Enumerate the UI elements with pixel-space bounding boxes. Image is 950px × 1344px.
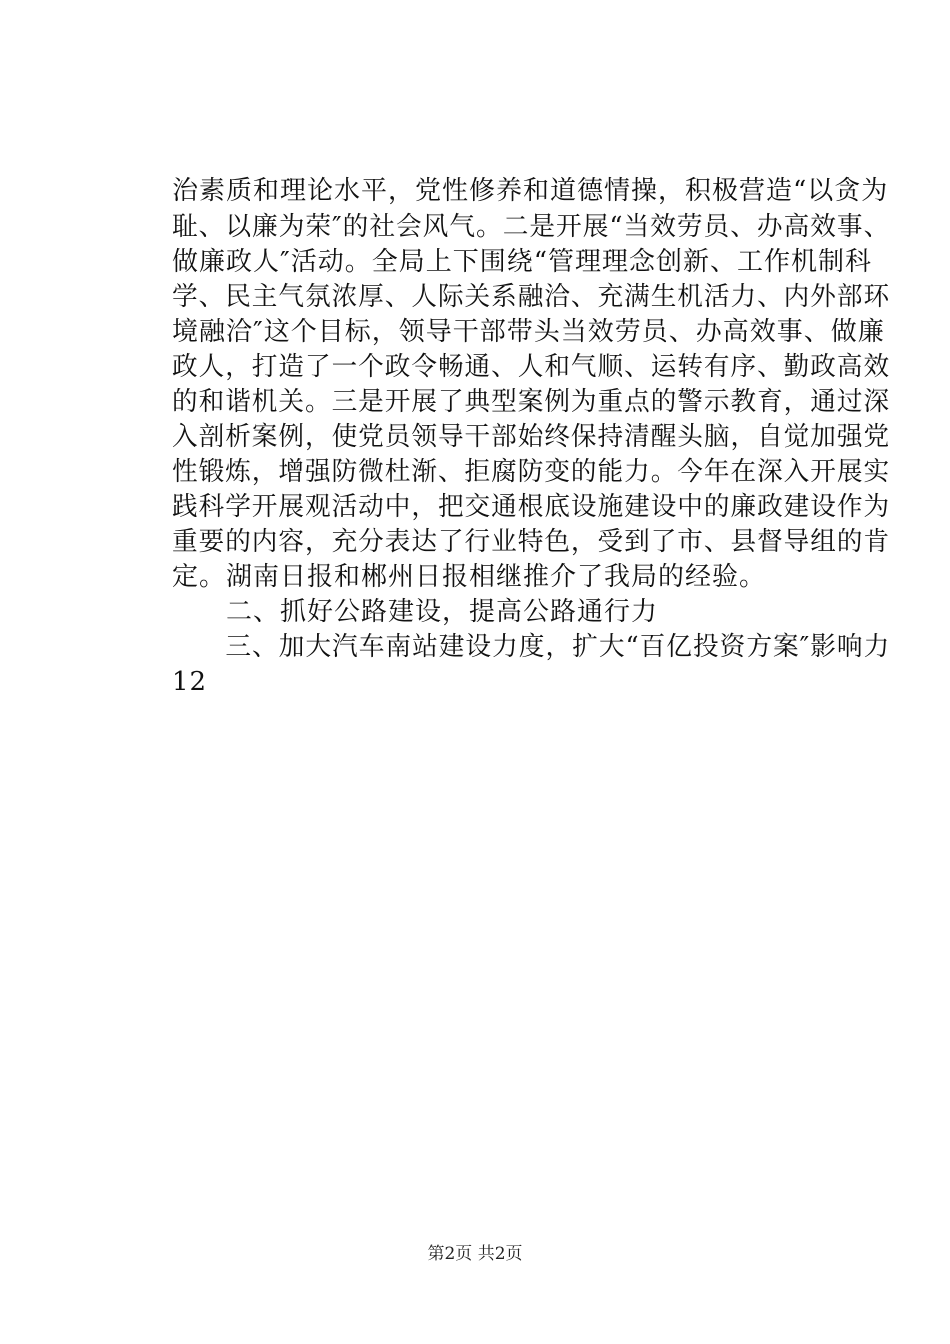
text-line: 政人，打造了一个政令畅通、人和气顺、运转有序、勤政高效 bbox=[172, 352, 891, 382]
section-heading: 二、抓好公路建设，提高公路通行力 bbox=[172, 597, 659, 627]
text-line: 做廉政人″活动。全局上下围绕“管理理念创新、工作机制科 bbox=[172, 247, 873, 277]
page-footer: 第2页 共2页 bbox=[427, 1244, 523, 1264]
text-line: 12 bbox=[172, 667, 208, 697]
section-heading: 三、加大汽车南站建设力度，扩大“百亿投资方案″影响力 bbox=[172, 632, 891, 662]
text-line: 定。湖南日报和郴州日报相继推介了我局的经验。 bbox=[172, 562, 767, 592]
text-line: 的和谐机关。三是开展了典型案例为重点的警示教育，通过深 bbox=[172, 387, 891, 417]
text-line: 境融洽″这个目标，领导干部带头当效劳员、办高效事、做廉 bbox=[172, 317, 885, 347]
text-line: 学、民主气氛浓厚、人际关系融洽、充满生机活力、内外部环 bbox=[172, 282, 891, 312]
text-line: 治素质和理论水平，党性修养和道德情操，积极营造“以贪为 bbox=[172, 176, 889, 206]
text-line: 重要的内容，充分表达了行业特色，受到了市、县督导组的肯 bbox=[172, 527, 891, 557]
text-line: 践科学开展观活动中，把交通根底设施建设中的廉政建设作为 bbox=[172, 492, 891, 522]
text-line: 耻、以廉为荣″的社会风气。二是开展“当效劳员、办高效事、 bbox=[172, 212, 891, 242]
text-line: 性锻炼，增强防微杜渐、拒腐防变的能力。今年在深入开展实 bbox=[172, 457, 891, 487]
text-line: 入剖析案例，使党员领导干部始终保持清醒头脑，自觉加强党 bbox=[172, 422, 891, 452]
